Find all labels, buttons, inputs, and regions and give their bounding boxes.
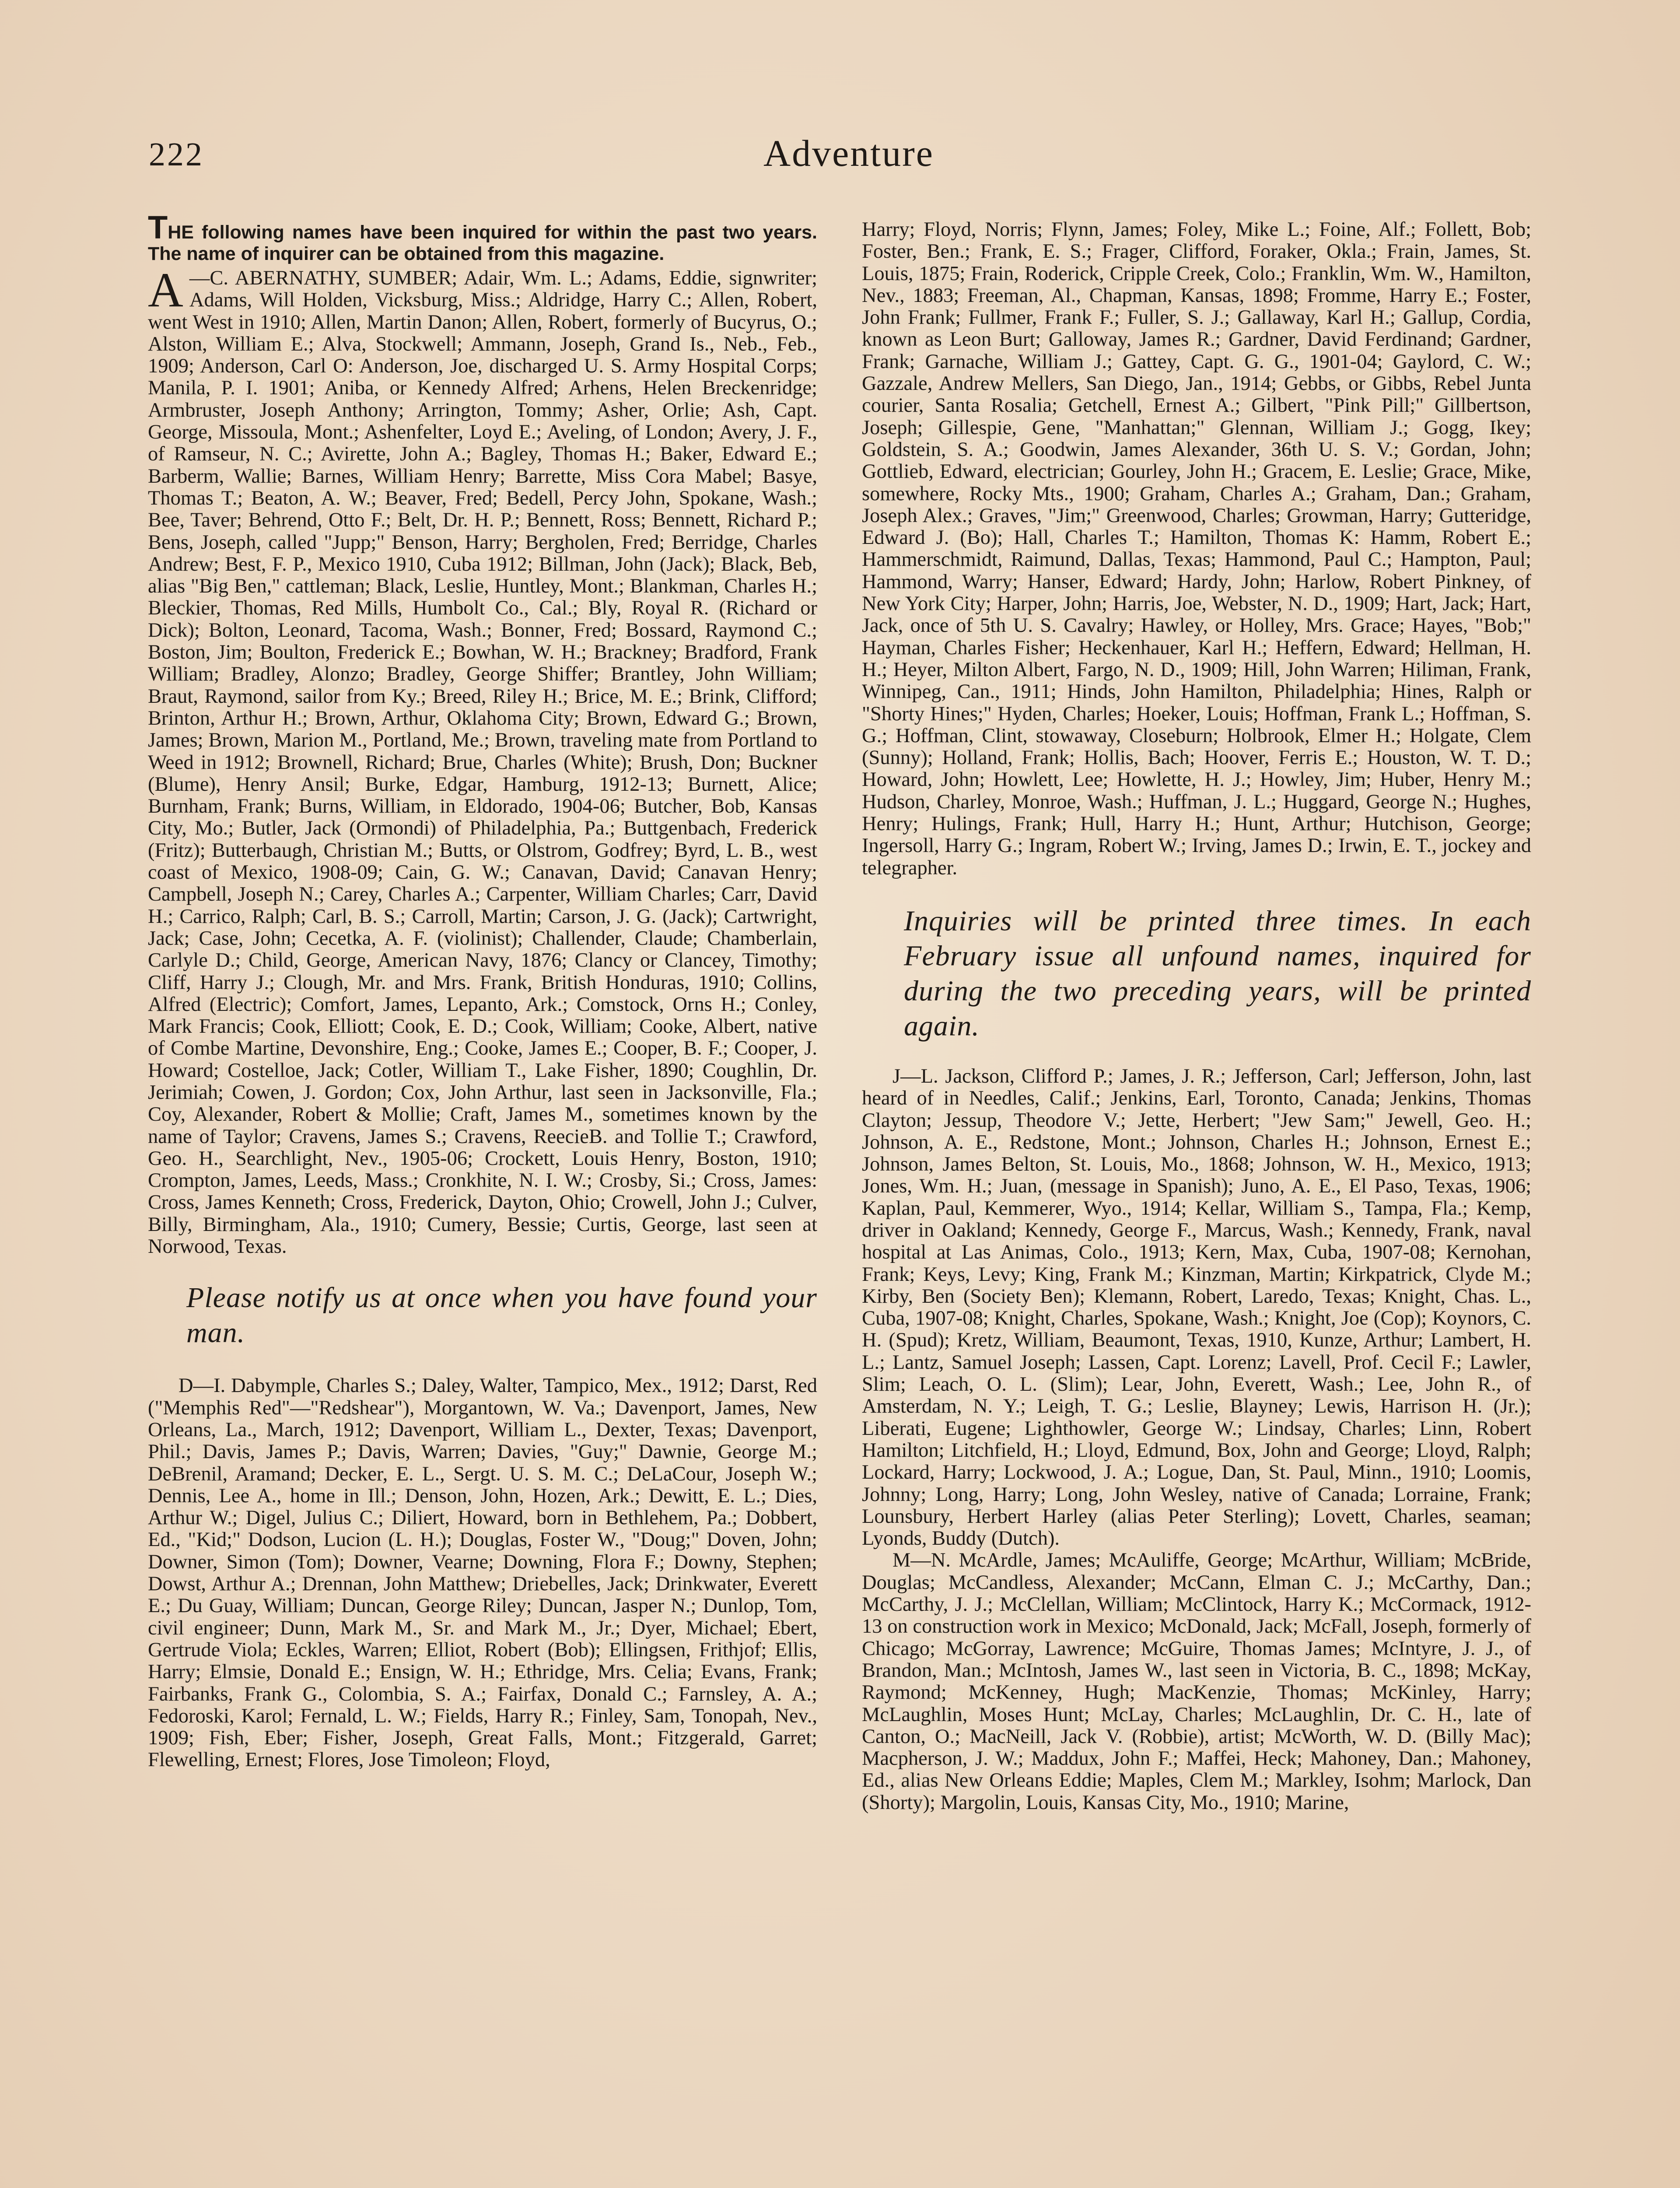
section-a-c	[148, 263, 817, 1258]
intro-initial: T	[148, 209, 168, 245]
section-j-l: J—L. Jackson, Clifford P.; James, J. R.; Jefferson, Carl; Jefferson, John, last heard of in Needles, Calif.; Jenkins, Earl, Toronto, Canada; Jenkins, Thomas Clayton; Jessup, Theodore V.; Jette, Herbert; "Jew Sam;" Jewell, Geo. H.; Johnson, A. E., Redstone, Mont.; Johnson, Charles H.; Johnson, Ernest E.; Johnson, James Belton, St. Louis, Mo., 1868; Johnson, W. H., Mexico, 1913; Jones, Wm. H.; Juan, (message in Spanish); Juno, A. E., El Paso, Texas, 1906; Kaplan, Paul, Kemmerer, Wyo., 1914; Kellar, William S., Tampa, Fla.; Kemp, driver in Oakland; Kennedy, George F., Marcus, Wash.; Kennedy, Frank, naval hospital at Las Animas, Colo., 1913; Kern, Max, Cuba, 1907-08; Kernohan, Frank; Keys, Levy; King, Frank M.; Kinzman, Martin; Kirkpatrick, Clyde M.; Kirby, Ben (Society Ben); Klemann, Robert, Laredo, Texas; Knight, Chas. L., Cuba, 1907-08; Knight, Charles, Spokane, Wash.; Knight, Joe (Cop); Koynors, C. H. (Spud); Kretz, William, Beaumont, Texas, 1910, Kunze, Arthur; Lambert, H. L.; Lantz, Samuel Joseph; Lassen, Capt. Lorenz; Lavell, Prof. Cecil F.; Lawler, Slim; Leach, O. L. (Slim); Lear, John, Everett, Wash.; Lee, John R., of Amsterdam, N. Y.; Leigh, T. G.; Leslie, Blayney; Lewis, Harrison H. (Jr.); Liberati, Eugene; Lighthowler, George W.; Lindsay, Charles; Linn, Robert Hamilton; Litchfield, H.; Lloyd, Edmund, Box, John and George; Lloyd, Ralph; Lockard, Harry; Lockwood, J. A.; Logue, Dan, St. Paul, Minn., 1910; Loomis, Johnny; Long, Harry; Long, John Wesley, native of Canada; Lorraine, Frank; Lounsbury, Herbert Harley (alias Peter Sterling); Lovett, Charles, seaman; Lyonds, Buddy (Dutch).	[862, 1065, 1531, 1550]
continuation-f-i: Harry; Floyd, Norris; Flynn, James; Foley, Mike L.; Foine, Alf.; Follett, Bob; Foster, Ben.; Frank, E. S.; Frager, Clifford, Foraker, Okla.; Frain, James, St. Louis, 1875; Frain, Roderick, Cripple Creek, Colo.; Franklin, Wm. W., Hamilton, Nev., 1883; Freeman, Al., Chapman, Kansas, 1898; Fromme, Harry E.; Foster, John Frank; Fullmer, Frank F.; Fuller, S. J.; Gallaway, Karl H.; Gallup, Cordia, known as Leon Burt; Galloway, James R.; Gardner, David Ferdinand; Gardner, Frank; Garnache, William J.; Gattey, Capt. G. G., 1901-04; Gaylord, C. W.; Gazzale, Andrew Mellers, San Diego, Jan., 1914; Gebbs, or Gibbs, Rebel Junta courier, Santa Rosalia; Getchell, Ernest A.; Gilbert, "Pink Pill;" Gillbertson, Joseph; Gillespie, Gene, "Manhattan;" Glennan, William J.; Gogg, Ikey; Goldstein, S. A.; Goodwin, James Alexander, 36th U. S. V.; Gordan, John; Gottlieb, Edward, electrician; Gourley, John H.; Gracem, E. Leslie; Grace, Mike, somewhere, Rocky Mts., 1900; Graham, Charles A.; Graham, Dan.; Graham, Joseph Alex.; Graves, "Jim;" Greenwood, Charles; Growman, Harry; Gutteridge, Edward J. (Bo); Hall, Charles T.; Hamilton, Thomas K: Hamm, Robert E.; Hammerschmidt, Raimund, Dallas, Texas; Hammond, Paul C.; Hampton, Paul; Hammond, Warry; Hanser, Edward; Hardy, John; Harlow, Robert Pinkney, of New York City; Harper, John; Harris, Joe, Webster, N. D., 1909; Hart, Jack; Hart, Jack, once of 5th U. S. Cavalry; Hawley, or Holley, Mrs. Grace; Hayes, "Bob;" Hayman, Charles Fisher; Heckenhauer, Karl H.; Heffern, Edward; Hellman, H. H.; Heyer, Milton Albert, Fargo, N. D., 1909; Hill, John Warren; Hiliman, Frank, Winnipeg, Can., 1911; Hinds, John Hamilton, Philadelphia; Hines, Ralph or "Shorty Hines;" Hyden, Charles; Hoeker, Louis; Hoffman, Frank L.; Hoffman, S. G.; Hoffman, Clint, stowaway, Closeburn; Holbrook, Elmer H.; Holgate, Clem (Sunny); Holland, Frank; Hollis, Bach; Hoover, Ferris E.; Houston, W. T. D.; Howard, John; Howlett, Lee; Howlette, H. J.; Howley, Jim; Huber, Henry M.; Hudson, Charley, Monroe, Wash.; Huffman, J. L.; Huggard, George N.; Hughes, Henry; Hulings, Frank; Hull, Harry H.; Hunt, Arthur; Hutchison, George; Ingersoll, Harry G.; Ingram, Robert W.; Irving, James D.; Irwin, E. T., jockey and telegrapher.	[862, 218, 1531, 879]
notify-notice: Please notify us at once when you have found your man.	[186, 1282, 817, 1349]
section-a-c-initial: A	[148, 263, 183, 317]
intro-paragraph	[148, 209, 817, 265]
intro-text: HE following names have been inquired for within the past two years. The name of inquirer can be obtained from this magazine.	[148, 222, 817, 264]
left-column	[148, 209, 817, 1771]
page-number: 222	[149, 136, 204, 173]
inquiries-notice: Inquiries will be printed three times. In each February issue all unfound names, inquired for during the two preceding years, will be printed again.	[904, 905, 1531, 1042]
running-head: Adventure	[763, 132, 934, 174]
section-d-i: D—I. Dabymple, Charles S.; Daley, Walter, Tampico, Mex., 1912; Darst, Red ("Memphis Red"—"Redshear"), Morgantown, W. Va.; Davenport, James, New Orleans, La., March, 1912; Davenport, William L., Dexter, Texas; Davenport, Phil.; Davis, James P.; Davis, Warren; Davies, "Guy;" Dawnie, George M.; DeBrenil, Aramand; Decker, E. L., Sergt. U. S. M. C.; DeLaCour, Joseph W.; Dennis, Lee A., home in Ill.; Denson, John, Hozen, Ark.; Dewitt, E. L.; Dies, Arthur W.; Digel, Julius C.; Diliert, Howard, born in Bethlehem, Pa.; Dobbert, Ed., "Kid;" Dodson, Lucion (L. H.); Douglas, Foster W., "Doug;" Doven, John; Downer, Simon (Tom); Downer, Vearne; Downing, Flora F.; Downy, Stephen; Dowst, Arthur A.; Drennan, John Matthew; Driebelles, Jack; Drinkwater, Everett E.; Du Guay, William; Duncan, George Riley; Duncan, Jasper N.; Dunlop, Tom, civil engineer; Dunn, Mark M., Sr. and Mark M., Jr.; Dyer, Michael; Ebert, Gertrude Viola; Eckles, Warren; Elliot, Robert (Bob); Ellingsen, Frithjof; Ellis, Harry; Elmsie, Donald E.; Ensign, W. H.; Ethridge, Mrs. Celia; Evans, Frank; Fairbanks, Frank G., Colombia, S. A.; Fairfax, Donald C.; Farnsley, A. A.; Fedoroski, Karol; Fernald, L. W.; Fields, Harry R.; Finley, Sam, Tonopah, Nev., 1909; Fish, Eber; Fisher, Joseph, Great Falls, Mont.; Fitzgerald, Garret; Flewelling, Ernest; Flores, Jose Timoleon; Floyd,	[148, 1375, 817, 1771]
section-a-c-text: —C. ABERNATHY, SUMBER; Adair, Wm. L.; Adams, Eddie, signwriter; Adams, Will Holden, Vicksburg, Miss.; Aldridge, Harry C.; Allen, Robert, went West in 1910; Allen, Martin Danon; Allen, Robert, formerly of Bucyrus, O.; Alston, William E.; Alva, Stockwell; Ammann, Joseph, Grand Is., Neb., Feb., 1909; Anderson, Carl O: Anderson, Joe, discharged U. S. Army Hospital Corps; Manila, P. I. 1901; Aniba, or Kennedy Alfred; Arhens, Helen Breckenridge; Armbruster, Joseph Anthony; Arrington, Tommy; Asher, Orlie; Ash, Capt. George, Missoula, Mont.; Ashenfelter, Loyd E.; Aveling, of London; Avery, J. F., of Ramseur, N. C.; Avirette, John A.; Bagley, Thomas H.; Baker, Edward E.; Barberm, Wallie; Barnes, William Henry; Barrette, Miss Cora Mabel; Basye, Thomas T.; Beaton, A. W.; Beaver, Fred; Bedell, Percy John, Spokane, Wash.; Bee, Taver; Behrend, Otto F.; Belt, Dr. H. P.; Bennett, Ross; Bennett, Richard P.; Bens, Joseph, called "Jupp;" Benson, Harry; Bergholen, Fred; Berridge, Charles Andrew; Best, F. P., Mexico 1910, Cuba 1912; Billman, John (Jack); Black, Beb, alias "Big Ben," cattleman; Black, Leslie, Huntley, Mont.; Blankman, Charles H.; Bleckier, Thomas, Red Mills, Humbolt Co., Cal.; Bly, Royal R. (Richard or Dick); Bolton, Leonard, Tacoma, Wash.; Bonner, Fred; Bossard, Raymond C.; Boston, Jim; Boulton, Frederick E.; Bowhan, W. H.; Brackney; Bradford, Frank William; Bradley, Alonzo; Bradley, George Shiffer; Brantley, John William; Braut, Raymond, sailor from Ky.; Breed, Riley H.; Brice, M. E.; Brink, Clifford; Brinton, Arthur H.; Brown, Arthur, Oklahoma City; Brown, Edward G.; Brown, James; Brown, Marion M., Portland, Me.; Brown, traveling mate from Portland to Weed in 1912; Brownell, Richard; Brue, Charles (White); Brush, Don; Buckner (Blume), Henry Ansil; Burke, Edgar, Hamburg, 1912-13; Burnett, Alice; Burnham, Frank; Burns, William, in Eldorado, 1904-06; Butcher, Bob, Kansas City, Mo.; Butler, Jack (Ormondi) of Philadelphia, Pa.; Buttgenbach, Frederick (Fritz); Butterbaugh, Christian M.; Butts, or Olstrom, Godfrey; Byrd, L. B., west coast of Mexico, 1908-09; Cain, G. W.; Canavan, David; Canavan Henry; Campbell, Joseph N.; Carey, Charles A.; Carpenter, William Charles; Carr, David H.; Carrico, Ralph; Carl, B. S.; Carroll, Martin; Carson, J. G. (Jack); Cartwright, Jack; Case, John; Cecetka, A. F. (violinist); Challender, Claude; Chamberlain, Carlyle D.; Child, George, American Navy, 1876; Clancy or Clancey, Timothy; Cliff, Harry J.; Clough, Mr. and Mrs. Frank, British Honduras, 1910; Collins, Alfred (Electric); Comfort, James, Lepanto, Ark.; Comstock, Orns H.; Conley, Mark Francis; Cook, Elliott; Cook, E. D.; Cook, William; Cooke, Albert, native of Combe Martine, Devonshire, Eng.; Cooke, James E.; Cooper, B. F.; Cooper, J. Howard; Costelloe, Jack; Cotler, William T., Lake Fisher, 1890; Coughlin, Dr. Jerimiah; Cowen, J. Gordon; Cox, John Arthur, last seen in Jacksonville, Fla.; Coy, Alexander, Robert & Mollie; Craft, James M., sometimes known by the name of Taylor; Cravens, James S.; Cravens, ReecieB. and Tollie T.; Crawford, Geo. H., Searchlight, Nev., 1905-06; Crockett, Louis Henry, Boston, 1910; Crompton, James, Leeds, Mass.; Cronkhite, N. I. W.; Crosby, Si.; Cross, James: Cross, James Kenneth; Cross, Frederick, Dayton, Ohio; Crowell, John J.; Culver, Billy, Birmingham, Ala., 1910; Cumery, Bessie; Curtis, George, last seen at Norwood, Texas.	[148, 267, 817, 1258]
right-column	[862, 219, 1531, 1814]
section-m-n: M—N. McArdle, James; McAuliffe, George; McArthur, William; McBride, Douglas; McCandless, Alexander; McCann, Elman C. J.; McCarthy, Dan.; McCarthy, J. J.; McClellan, William; McClintock, Harry K.; McCormack, 1912-13 on construction work in Mexico; McDonald, Jack; McFall, Joseph, formerly of Chicago; McGorray, Lawrence; McGuire, Thomas James; McIntyre, J. J., of Brandon, Man.; McIntosh, James W., last seen in Victoria, B. C., 1898; McKay, Raymond; McKenney, Hugh; MacKenzie, Thomas; McKinley, Harry; McLaughlin, Moses Hunt; McLay, Charles; McLaughlin, Dr. C. H., late of Canton, O.; MacNeill, Jack V. (Robbie), artist; McWorth, W. D. (Billy Mac); Macpherson, J. W.; Maddux, John F.; Maffei, Heck; Mahoney, Dan.; Mahoney, Ed., alias New Orleans Eddie; Maples, Clem M.; Markley, Isohm; Marlock, Dan (Shorty); Margolin, Louis, Kansas City, Mo., 1910; Marine,	[862, 1549, 1531, 1814]
